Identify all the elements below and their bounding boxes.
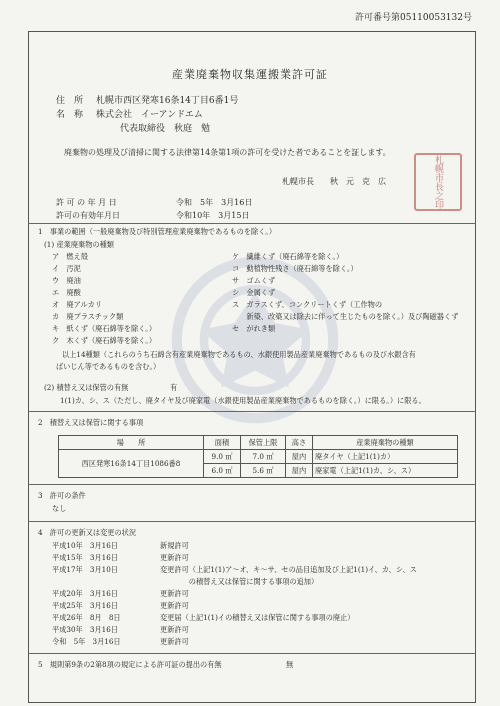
certification-statement: 廃棄物の処理及び清掃に関する法律第14条第1項の許可を受けた者であることを証します。 xyxy=(64,148,391,157)
divider xyxy=(28,484,476,485)
expiry-date: 令和10年 3月15日 xyxy=(176,211,250,220)
company-name: 株式会社 イーアンドエム xyxy=(96,110,203,120)
section-1-note: ばいじん等であるものを含む。） xyxy=(56,362,161,371)
waste-item: ウ 廃油 xyxy=(52,276,81,285)
address-value: 札幌市西区発寒16条14丁目6番1号 xyxy=(96,96,239,106)
waste-item: セ がれき類 xyxy=(232,324,276,333)
history-event: 変更届（上記1(1)イの積替え又は保管に関する事項の廃止） xyxy=(160,613,355,622)
waste-item: サ ゴムくず xyxy=(232,276,276,285)
waste-item: イ 汚泥 xyxy=(52,264,81,273)
waste-item: ク 木くず（廃石綿等を除く。） xyxy=(52,336,157,345)
table-cell: 廃家電（上記1(1)カ、シ、ス） xyxy=(313,464,458,478)
name-label: 名 称 xyxy=(56,110,84,120)
waste-item: キ 紙くず（廃石綿等を除く。） xyxy=(52,324,157,333)
section-1-note: 以上14種類（これらのうち石綿含有産業廃棄物であるもの、水銀使用製品産業廃棄物であるもの及び水銀含有 xyxy=(62,350,416,359)
history-event: 新規許可 xyxy=(160,541,189,550)
storage-value: 有 xyxy=(170,383,178,392)
waste-item: カ 廃プラスチック類 xyxy=(52,312,124,321)
divider xyxy=(28,223,476,224)
table-cell: 5.6 ㎥ xyxy=(241,464,286,478)
section-2-title: 2 積替え又は保管に関する事項 xyxy=(38,418,144,427)
waste-item: ケ 繊維くず（廃石綿等を除く。） xyxy=(232,252,344,261)
history-event: 更新許可 xyxy=(160,637,189,646)
table-cell: 7.0 ㎥ xyxy=(241,450,286,464)
waste-item: 新築、改築又は除去に伴って生じたものを除く。）及び陶磁器くず xyxy=(232,312,459,321)
history-date: 令和 5年 3月16日 xyxy=(52,637,121,646)
waste-item: ア 燃え殻 xyxy=(52,252,88,261)
table-header-row xyxy=(59,436,458,450)
table-header: 保管上限 xyxy=(241,436,286,450)
waste-item: コ 動植物性残さ（廃石綿等を除く。） xyxy=(232,264,358,273)
divider xyxy=(28,411,476,412)
history-date: 平成17年 3月10日 xyxy=(52,565,118,574)
history-date: 平成10年 3月16日 xyxy=(52,541,118,550)
section-4-title: 4 許可の更新又は変更の状況 xyxy=(38,528,137,537)
section-1-subtitle: (1) 産業廃棄物の種類 xyxy=(44,240,114,249)
document-title: 産業廃棄物収集運搬業許可証 xyxy=(172,68,328,81)
table-header: 高さ xyxy=(286,436,313,450)
table-cell: 屋内 xyxy=(286,450,313,464)
representative: 代表取締役 秋庭 勉 xyxy=(120,124,211,134)
official-seal xyxy=(414,153,462,211)
divider xyxy=(28,521,476,522)
table-header: 場 所 xyxy=(59,436,204,450)
history-date: 平成20年 3月16日 xyxy=(52,589,118,598)
table-cell: 6.0 ㎡ xyxy=(204,464,241,478)
section-5-title: 5 規則第9条の2第8項の規定による許可証の提出の有無 xyxy=(38,660,222,669)
history-date: 平成30年 3月16日 xyxy=(52,625,118,634)
history-event: 変更許可（上記1(1)ア～オ、キ～サ、セの品目追加及び上記1(1)イ、カ、シ、ス xyxy=(160,565,417,574)
permit-number: 許可番号第05110053132号 xyxy=(355,13,472,23)
waste-item: ス ガラスくず、コンクリートくず（工作物の xyxy=(232,300,383,309)
history-event: 更新許可 xyxy=(160,553,189,562)
history-date: 平成25年 3月16日 xyxy=(52,601,118,610)
table-cell: 9.0 ㎡ xyxy=(204,450,241,464)
section-3-title: 3 許可の条件 xyxy=(38,491,86,500)
table-row xyxy=(59,450,458,464)
storage-label: (2) 積替え又は保管の有無 xyxy=(44,383,129,392)
expiry-label: 許可の有効年月日 xyxy=(56,211,120,220)
permit-date-label: 許 可 の 年 月 日 xyxy=(56,198,117,207)
history-date: 平成26年 8月 8日 xyxy=(52,613,121,622)
section-5-value: 無 xyxy=(286,660,294,669)
section-1-title: 1 事業の範囲（一般廃棄物及び特別管理産業廃棄物であるものを除く。） xyxy=(38,227,277,236)
table-header: 産業廃棄物の種類 xyxy=(313,436,458,450)
waste-item: エ 廃酸 xyxy=(52,288,81,297)
table-cell: 屋内 xyxy=(286,464,313,478)
table-cell: 廃タイヤ（上記1(1)カ） xyxy=(313,450,458,464)
history-event: 更新許可 xyxy=(160,589,189,598)
storage-table xyxy=(58,435,458,478)
seal-text: 札幌市長之印 xyxy=(433,155,443,209)
storage-detail: 1(1)カ、シ、ス（ただし、廃タイヤ及び廃家電（水銀使用製品産業廃棄物であるものを除く。）に限る。）に限る。 xyxy=(60,396,426,405)
history-date: 平成15年 3月16日 xyxy=(52,553,118,562)
issuer: 札幌市長 秋 元 克 広 xyxy=(282,177,386,186)
section-3-value: なし xyxy=(52,504,67,513)
history-event: 更新許可 xyxy=(160,625,189,634)
table-header: 面積 xyxy=(204,436,241,450)
storage-location: 西区発寒16条14丁目1086番8 xyxy=(59,450,204,478)
permit-date: 令和 5年 3月16日 xyxy=(176,198,253,207)
address-label: 住 所 xyxy=(56,96,84,106)
waste-item: シ 金属くず xyxy=(232,288,276,297)
divider xyxy=(28,653,476,654)
waste-item: オ 廃アルカリ xyxy=(52,300,103,309)
history-event: の積替え又は保管に関する事項の追加） xyxy=(160,577,319,586)
history-event: 更新許可 xyxy=(160,601,189,610)
